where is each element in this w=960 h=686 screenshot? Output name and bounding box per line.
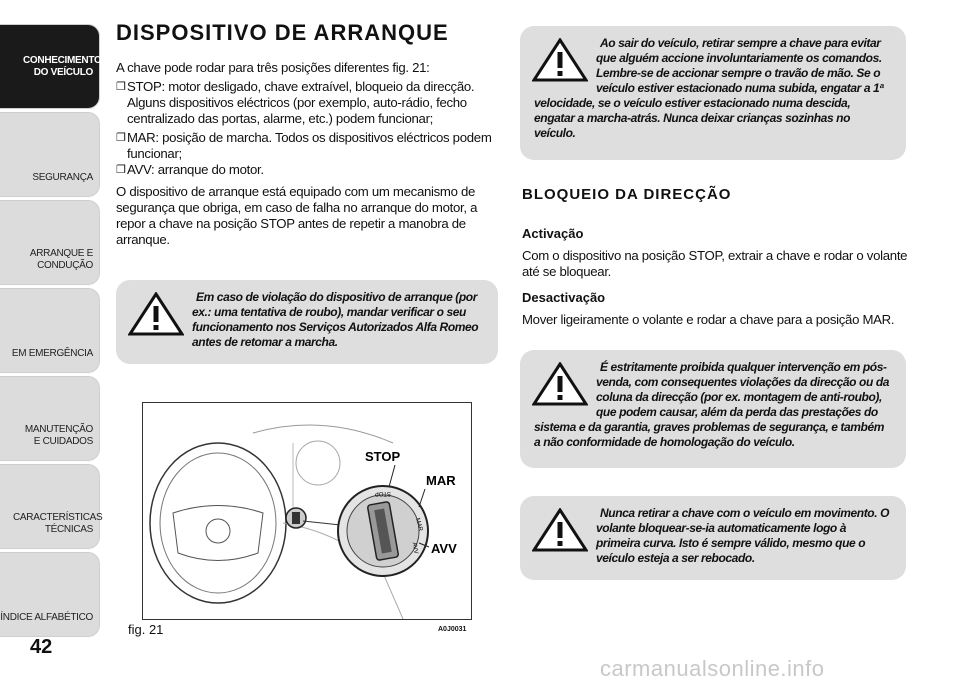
warning-triangle-icon xyxy=(532,508,588,552)
tab-conhecimento-do-veiculo[interactable]: CONHECIMENTO DO VEÍCULO xyxy=(0,24,100,109)
subsection-title: BLOQUEIO DA DIRECÇÃO xyxy=(522,186,732,203)
figure-caption: fig. 21 xyxy=(128,622,164,637)
deactivation-title: Desactivação xyxy=(522,290,606,305)
warning-triangle-icon xyxy=(532,38,588,82)
intro-paragraph: A chave pode rodar para três posições diferentes fig. 21: xyxy=(116,60,430,75)
dial-mark-mar: MAR xyxy=(413,517,424,533)
warning-box-key-removal: Nunca retirar a chave com o veículo em movimento. O volante bloquear-se-ia automaticamente logo à primeira curva. Isto é sempre válido, mesmo que o veículo esteja a ser rebocado. xyxy=(520,496,906,580)
tab-arranque-e-conducao[interactable]: ARRANQUE E CONDUÇÃO xyxy=(0,200,100,285)
warning-box-post-sale: É estritamente proibida qualquer intervenção em pós-venda, com consequentes violações da direcção ou da coluna da direcção (por ex. montagem de anti-roubo), que podem causar, além da perda das prestações do sistema e da garantia, graves problemas de segurança, e também a não conformidade de homologação do veículo. xyxy=(520,350,906,468)
warning-box-violation: Em caso de violação do dispositivo de arranque (por ex.: uma tentativa de roubo), mandar verificar o seu funcionamento nos Serviços Autorizados Alfa Romeo antes de retomar a marcha. xyxy=(116,280,498,364)
list-item: ❐ STOP: motor desligado, chave extraível, bloqueio da direcção. Alguns dispositivos eléctricos (por exemplo, auto-rádio, fecho centralizado das portas, alarme, etc.) podem funcionar; xyxy=(116,79,475,126)
dial-mark-stop: STOP xyxy=(374,490,391,496)
ignition-illustration xyxy=(143,403,471,619)
warning-triangle-icon xyxy=(128,292,184,336)
label-mar: MAR xyxy=(426,473,456,488)
list-item: ❐ AVV: arranque do motor. xyxy=(116,162,264,177)
warning-triangle-icon xyxy=(532,362,588,406)
tab-seguranca[interactable]: SEGURANÇA xyxy=(0,112,100,197)
checkbox-bullet-icon: ❐ xyxy=(116,164,126,176)
checkbox-bullet-icon: ❐ xyxy=(116,81,126,93)
section-title: DISPOSITIVO DE ARRANQUE xyxy=(116,20,449,45)
warning-box-leaving-vehicle: Ao sair do veículo, retirar sempre a chave para evitar que alguém accione involuntariamente os comandos. Lembre-se de accionar sempre o travão de mão. Se o veículo estiver estacionado numa subida, engatar a 1ª velocidade, se o veículo estiver estacionado numa descida, engatar a marcha-atrás. Nunca deixar crianças sozinhas no veículo. xyxy=(520,26,906,160)
tab-indice-alfabetico[interactable]: ÍNDICE ALFABÉTICO xyxy=(0,552,100,637)
tab-manutencao-e-cuidados[interactable]: MANUTENÇÃO E CUIDADOS xyxy=(0,376,100,461)
left-column xyxy=(116,20,496,248)
page-number: 42 xyxy=(30,636,53,658)
watermark-url: carmanualsonline.info xyxy=(600,656,825,681)
body-paragraph: O dispositivo de arranque está equipado com um mecanismo de segurança que obriga, em caso de falha no arranque do motor, a repor a chave na posição STOP antes de repetir a manobra de arranque. xyxy=(116,184,478,247)
checkbox-bullet-icon: ❐ xyxy=(116,132,126,144)
tab-em-emergencia[interactable]: EM EMERGÊNCIA xyxy=(0,288,100,373)
deactivation-text: Mover ligeiramente o volante e rodar a chave para a posição MAR. xyxy=(522,312,895,327)
tab-caracteristicas-tecnicas[interactable]: CARACTERÍSTICAS TÉCNICAS xyxy=(0,464,100,549)
figure-ignition-switch xyxy=(142,402,472,620)
dial-mark-avv: AVV xyxy=(410,541,419,555)
label-avv: AVV xyxy=(431,541,457,556)
activation-title: Activação xyxy=(522,226,584,241)
list-item: ❐ MAR: posição de marcha. Todos os dispositivos eléctricos podem funcionar; xyxy=(116,130,492,161)
label-stop: STOP xyxy=(365,449,401,464)
activation-text: Com o dispositivo na posição STOP, extrair a chave e rodar o volante até se bloquear. xyxy=(522,248,908,279)
figure-code: A0J0031 xyxy=(438,626,467,633)
